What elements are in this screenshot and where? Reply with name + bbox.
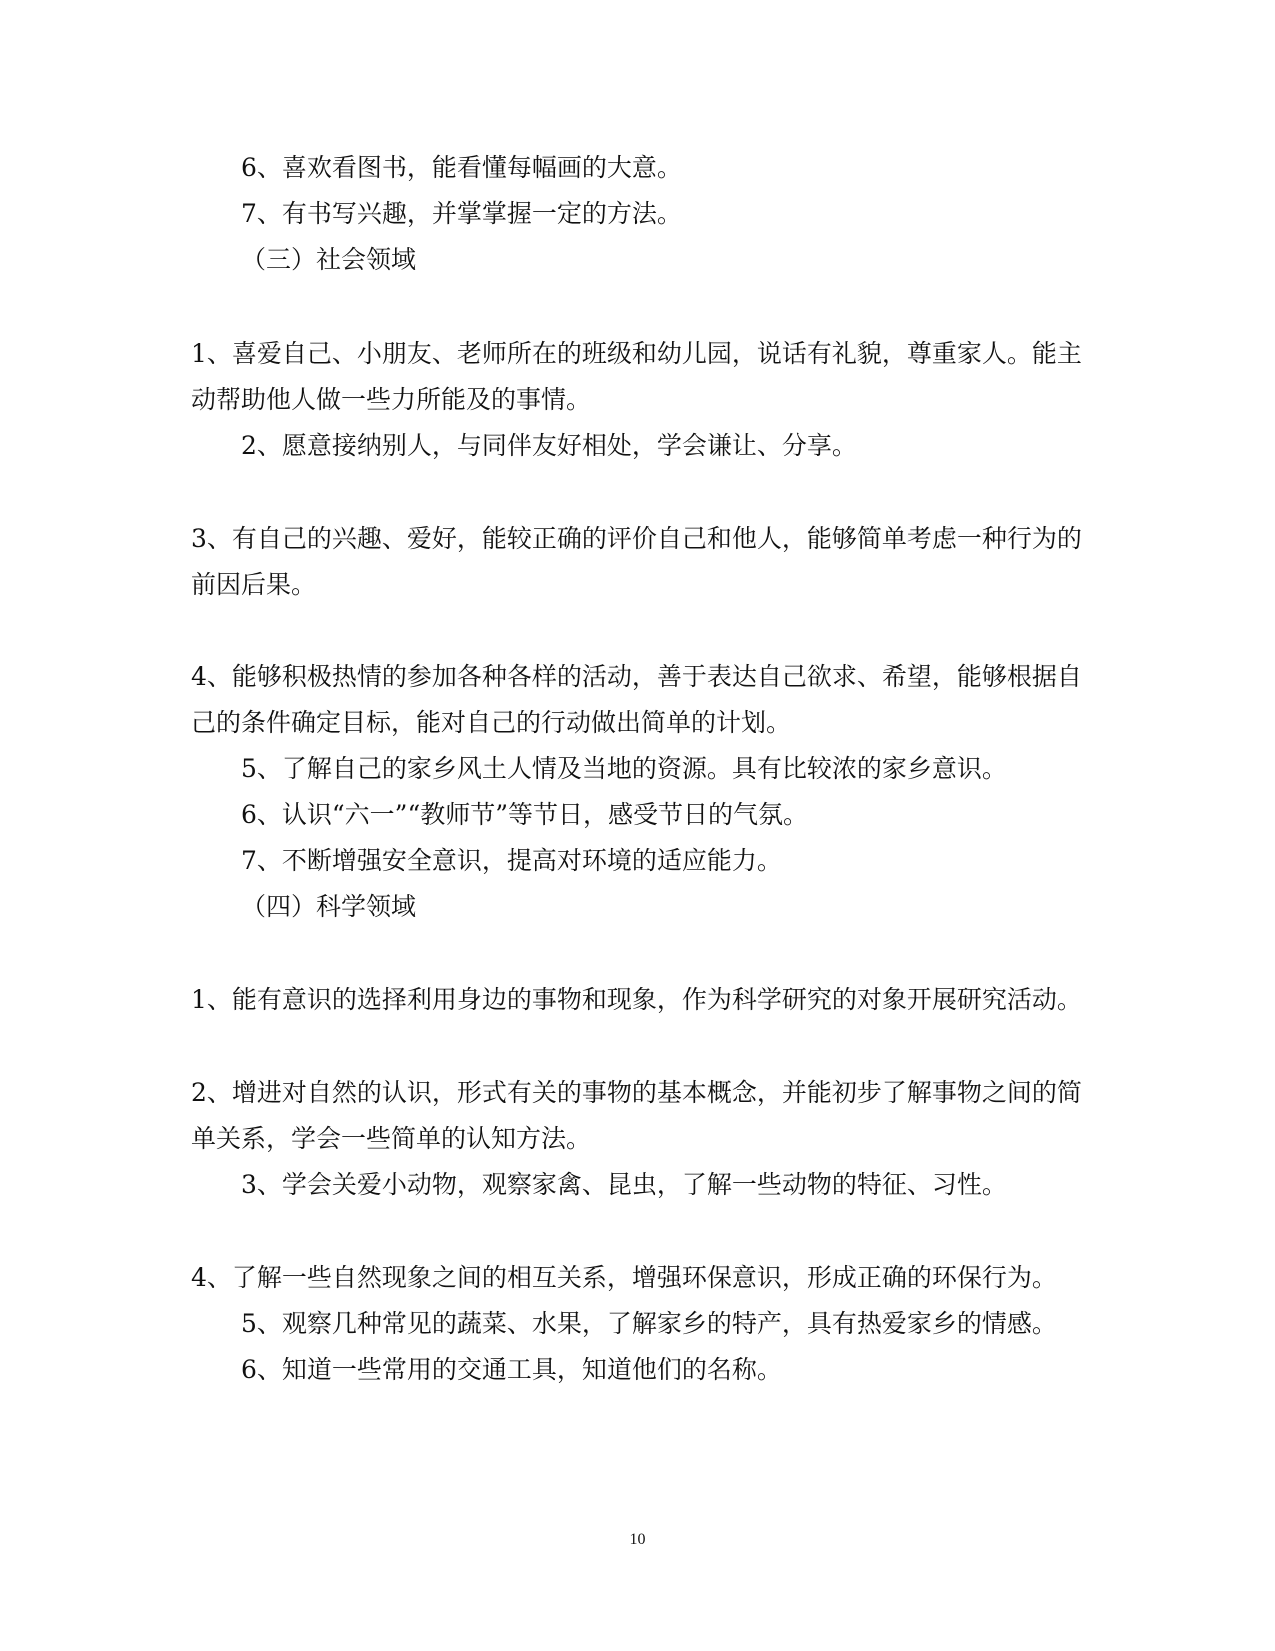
paragraph-science-item-1: 1、能有意识的选择利用身边的事物和现象，作为科学研究的对象开展研究活动。 [191, 985, 1082, 1014]
paragraph-social-item-3-line-2: 前因后果。 [191, 570, 317, 599]
paragraph-social-item-4-line-2: 己的条件确定目标，能对自己的行动做出简单的计划。 [191, 708, 792, 737]
paragraph-science-item-5: 5、观察几种常见的蔬菜、水果，了解家乡的特产，具有热爱家乡的情感。 [241, 1309, 1057, 1338]
paragraph-science-item-4: 4、了解一些自然现象之间的相互关系，增强环保意识，形成正确的环保行为。 [191, 1263, 1057, 1292]
paragraph-social-item-1-line-2: 动帮助他人做一些力所能及的事情。 [191, 385, 592, 414]
paragraph-social-item-7: 7、不断增强安全意识，提高对环境的适应能力。 [241, 846, 782, 875]
paragraph-science-item-3: 3、学会关爱小动物，观察家禽、昆虫，了解一些动物的特征、习性。 [241, 1170, 1007, 1199]
paragraph-science-item-6: 6、知道一些常用的交通工具，知道他们的名称。 [241, 1355, 782, 1384]
paragraph-science-item-2-line-1: 2、增进对自然的认识，形式有关的事物的基本概念，并能初步了解事物之间的简 [191, 1078, 1082, 1107]
section-heading-science: （四）科学领域 [241, 892, 417, 921]
paragraph-social-item-6: 6、认识“六一”“教师节”等节日，感受节日的气氛。 [241, 800, 809, 829]
paragraph-language-item-6: 6、喜欢看图书，能看懂每幅画的大意。 [241, 153, 682, 182]
paragraph-social-item-3-line-1: 3、有自己的兴趣、爱好，能较正确的评价自己和他人，能够简单考虑一种行为的 [191, 524, 1082, 553]
paragraph-social-item-5: 5、了解自己的家乡风土人情及当地的资源。具有比较浓的家乡意识。 [241, 754, 1007, 783]
section-heading-social: （三）社会领域 [241, 245, 417, 274]
paragraph-science-item-2-line-2: 单关系，学会一些简单的认知方法。 [191, 1124, 592, 1153]
page-number: 10 [629, 1531, 646, 1548]
paragraph-social-item-1-line-1: 1、喜爱自己、小朋友、老师所在的班级和幼儿园，说话有礼貌，尊重家人。能主 [191, 339, 1082, 368]
paragraph-social-item-4-line-1: 4、能够积极热情的参加各种各样的活动，善于表达自己欲求、希望，能够根据自 [191, 662, 1082, 691]
paragraph-language-item-7: 7、有书写兴趣，并掌掌握一定的方法。 [241, 199, 682, 228]
paragraph-social-item-2: 2、愿意接纳别人，与同伴友好相处，学会谦让、分享。 [241, 431, 857, 460]
